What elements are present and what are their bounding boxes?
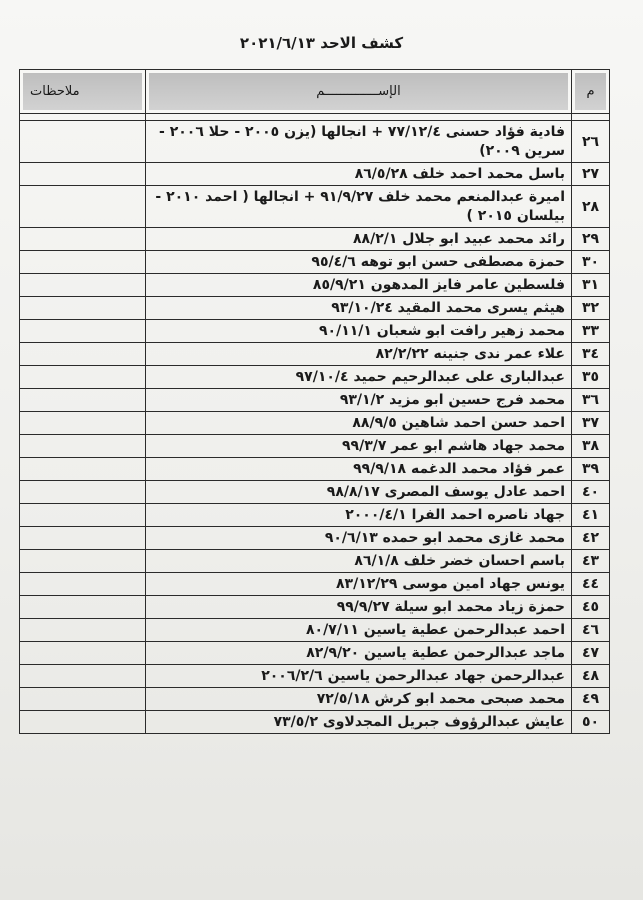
row-name: باسل محمد احمد خلف ٨٦/٥/٢٨ [146,163,572,186]
row-name: هيثم يسرى محمد المقيد ٩٣/١٠/٢٤ [146,297,572,320]
table-row [20,163,610,186]
page-title: كشف الاحد ٢٠٢١/٦/١٣ [239,34,404,52]
table-row [20,504,610,527]
row-notes [20,121,146,163]
row-number: ٣١ [572,274,610,297]
row-name: عبدالرحمن جهاد عبدالرحمن ياسين ٢٠٠٦/٢/٦ [146,665,572,688]
row-name: محمد فرج حسين ابو مزيد ٩٣/١/٢ [146,389,572,412]
row-notes [20,711,146,734]
row-notes [20,504,146,527]
row-name: ماجد عبدالرحمن عطية ياسين ٨٢/٩/٢٠ [146,642,572,665]
table-row [20,596,610,619]
table-row [20,366,610,389]
row-number: ٣٨ [572,435,610,458]
row-number: ٤٥ [572,596,610,619]
header-gap-row [20,114,610,121]
table-row [20,642,610,665]
table-row [20,121,610,163]
table-row [20,320,610,343]
row-number: ٣٢ [572,297,610,320]
row-number: ٣٤ [572,343,610,366]
row-number: ٢٦ [572,121,610,163]
row-name: علاء عمر ندى جنينه ٨٢/٢/٢٢ [146,343,572,366]
table-row [20,435,610,458]
row-notes [20,320,146,343]
row-name: فلسطين عامر فايز المدهون ٨٥/٩/٢١ [146,274,572,297]
table-row [20,389,610,412]
row-name: احمد حسن احمد شاهين ٨٨/٩/٥ [146,412,572,435]
row-notes [20,366,146,389]
row-name: فادية فؤاد حسنى ٧٧/١٢/٤ + انجالها (يزن ٢٠٠٥ - حلا ٢٠٠٦ - سرين ٢٠٠٩) [146,121,572,163]
row-notes [20,343,146,366]
row-name: حمزة مصطفى حسن ابو توهه ٩٥/٤/٦ [146,251,572,274]
row-number: ٤٣ [572,550,610,573]
gap-cell [20,114,146,121]
table-row [20,550,610,573]
row-name: عبدالبارى على عبدالرحيم حميد ٩٧/١٠/٤ [146,366,572,389]
row-number: ٢٩ [572,228,610,251]
header-num: م [572,70,610,114]
table-row [20,688,610,711]
row-notes [20,688,146,711]
table-row [20,619,610,642]
table-row [20,274,610,297]
table-row [20,228,610,251]
row-number: ٤٨ [572,665,610,688]
row-number: ٢٨ [572,186,610,228]
row-notes [20,163,146,186]
row-number: ٥٠ [572,711,610,734]
row-number: ٣٠ [572,251,610,274]
names-table [19,69,610,734]
table-row [20,412,610,435]
row-notes [20,274,146,297]
row-notes [20,186,146,228]
table-row [20,711,610,734]
row-name: رائد محمد عبيد ابو جلال ٨٨/٢/١ [146,228,572,251]
row-number: ٢٧ [572,163,610,186]
row-notes [20,389,146,412]
header-name: الإســــــــــــــم [146,70,572,114]
row-notes [20,573,146,596]
row-name: اميرة عبدالمنعم محمد خلف ٩١/٩/٢٧ + انجالها ( احمد ٢٠١٠ - بيلسان ٢٠١٥ ) [146,186,572,228]
row-notes [20,412,146,435]
table-body [20,121,610,734]
row-number: ٤٢ [572,527,610,550]
row-notes [20,527,146,550]
row-number: ٤٩ [572,688,610,711]
row-number: ٤٠ [572,481,610,504]
row-number: ٣٣ [572,320,610,343]
row-notes [20,619,146,642]
row-name: عمر فؤاد محمد الدغمه ٩٩/٩/١٨ [146,458,572,481]
gap-cell [572,114,610,121]
row-notes [20,251,146,274]
row-name: يونس جهاد امين موسى ٨٣/١٢/٢٩ [146,573,572,596]
row-name: حمزة زياد محمد ابو سيلة ٩٩/٩/٢٧ [146,596,572,619]
row-notes [20,642,146,665]
row-number: ٤٤ [572,573,610,596]
row-notes [20,435,146,458]
row-name: احمد عادل يوسف المصرى ٩٨/٨/١٧ [146,481,572,504]
table-row [20,186,610,228]
row-notes [20,596,146,619]
row-name: محمد زهير رافت ابو شعبان ٩٠/١١/١ [146,320,572,343]
table-row [20,665,610,688]
row-number: ٣٩ [572,458,610,481]
row-name: احمد عبدالرحمن عطية ياسين ٨٠/٧/١١ [146,619,572,642]
row-number: ٣٦ [572,389,610,412]
gap-cell [146,114,572,121]
row-notes [20,665,146,688]
row-number: ٤١ [572,504,610,527]
header-notes: ملاحظات [20,70,146,114]
row-name: محمد جهاد هاشم ابو عمر ٩٩/٣/٧ [146,435,572,458]
table-row [20,573,610,596]
row-notes [20,550,146,573]
table-header-row [20,70,610,114]
row-number: ٤٧ [572,642,610,665]
row-number: ٣٥ [572,366,610,389]
row-notes [20,228,146,251]
row-number: ٣٧ [572,412,610,435]
row-name: عايش عبدالرؤوف جبريل المجدلاوى ٧٣/٥/٢ [146,711,572,734]
table-row [20,343,610,366]
row-name: محمد صبحى محمد ابو كرش ٧٢/٥/١٨ [146,688,572,711]
row-name: جهاد ناصره احمد الفرا ٢٠٠٠/٤/١ [146,504,572,527]
row-notes [20,458,146,481]
table-row [20,458,610,481]
row-notes [20,297,146,320]
table-row [20,251,610,274]
table-row [20,481,610,504]
row-name: محمد غازى محمد ابو حمده ٩٠/٦/١٣ [146,527,572,550]
row-name: باسم احسان خضر خلف ٨٦/١/٨ [146,550,572,573]
table-row [20,297,610,320]
row-notes [20,481,146,504]
row-number: ٤٦ [572,619,610,642]
table-row [20,527,610,550]
